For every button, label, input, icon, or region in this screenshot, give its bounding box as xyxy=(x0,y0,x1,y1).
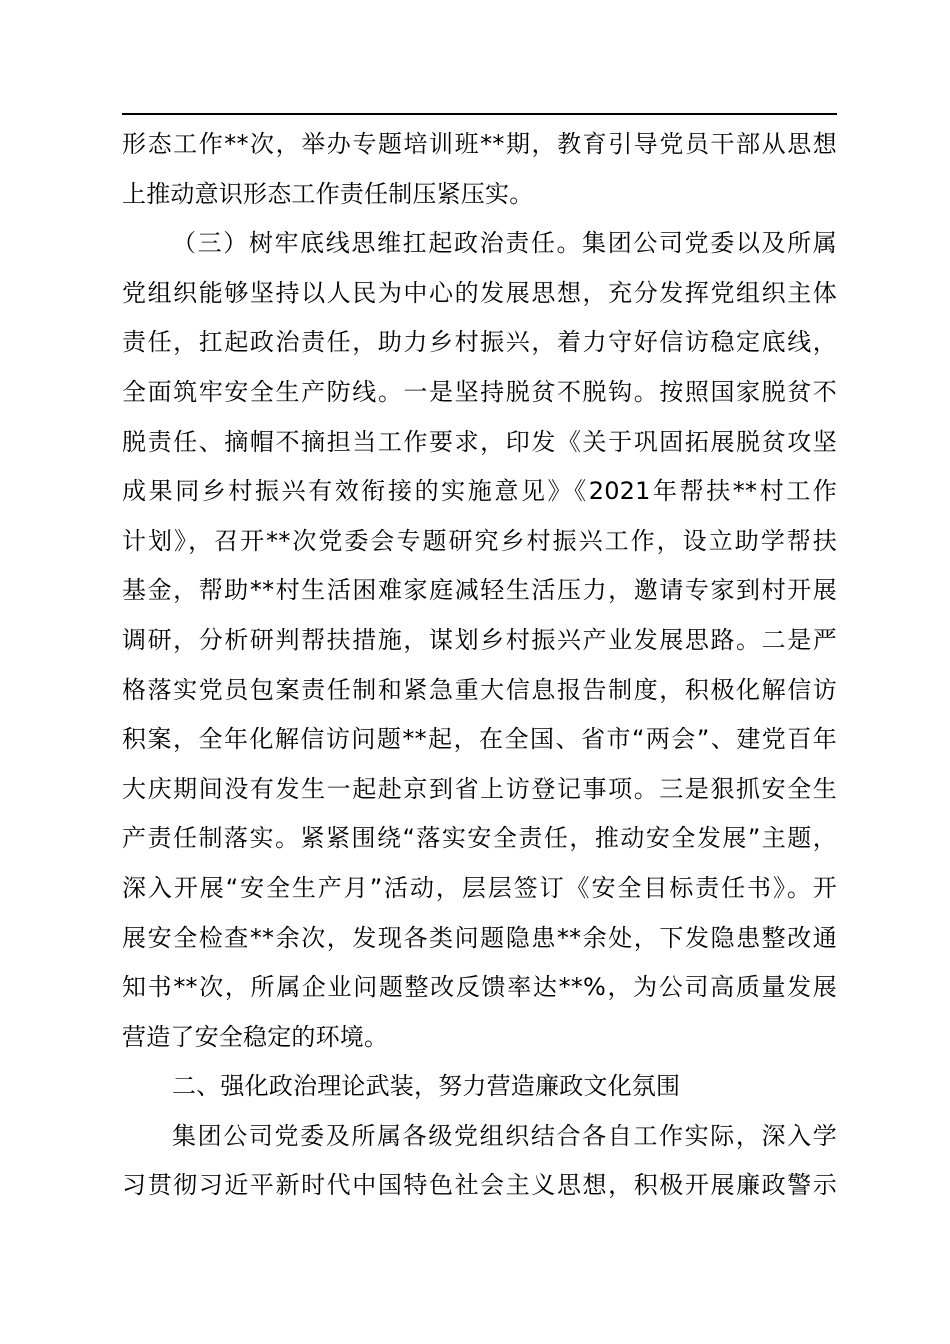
text-line: （三）树牢底线思维扛起政治责任。集团公司党委以及所属 xyxy=(172,229,837,258)
text-line: 基金，帮助**村生活困难家庭减轻生活压力，邀请专家到村开展 xyxy=(122,576,837,605)
text-line: 格落实党员包案责任制和紧急重大信息报告制度，积极化解信访 xyxy=(122,675,837,704)
text-line: 成果同乡村振兴有效衔接的实施意见》《2021年帮扶**村工作 xyxy=(122,477,837,506)
header-rule xyxy=(122,113,837,115)
text-line: 调研，分析研判帮扶措施，谋划乡村振兴产业发展思路。二是严 xyxy=(122,625,837,654)
text-line: 深入开展“安全生产月”活动，层层签订《安全目标责任书》。开 xyxy=(122,873,837,902)
text-line: 全面筑牢安全生产防线。一是坚持脱贫不脱钩。按照国家脱贫不 xyxy=(122,377,837,406)
section-heading: 二、强化政治理论武装，努力营造廉政文化氛围 xyxy=(172,1072,681,1101)
text-line: 知书**次，所属企业问题整改反馈率达**%，为公司高质量发展 xyxy=(122,973,837,1002)
text-line: 营造了安全稳定的环境。 xyxy=(122,1022,389,1051)
text-line: 党组织能够坚持以人民为中心的发展思想，充分发挥党组织主体 xyxy=(122,278,837,307)
text-line: 大庆期间没有发生一起赴京到省上访登记事项。三是狠抓安全生 xyxy=(122,774,837,803)
text-line: 积案，全年化解信访问题**起，在全国、省市“两会”、建党百年 xyxy=(122,725,837,754)
text-line: 计划》，召开**次党委会专题研究乡村振兴工作，设立助学帮扶 xyxy=(122,526,837,555)
text-line: 责任，扛起政治责任，助力乡村振兴，着力守好信访稳定底线， xyxy=(122,328,837,357)
text-line: 上推动意识形态工作责任制压紧压实。 xyxy=(122,179,534,208)
text-line: 展安全检查**余次，发现各类问题隐患**余处，下发隐患整改通 xyxy=(122,923,837,952)
text-line: 脱责任、摘帽不摘担当工作要求，印发《关于巩固拓展脱贫攻坚 xyxy=(122,427,837,456)
text-line: 产责任制落实。紧紧围绕“落实安全责任，推动安全发展”主题， xyxy=(122,824,837,853)
document-body xyxy=(122,120,837,1211)
text-line: 习贯彻习近平新时代中国特色社会主义思想，积极开展廉政警示 xyxy=(122,1171,837,1200)
text-line: 形态工作**次，举办专题培训班**期，教育引导党员干部从思想 xyxy=(122,130,837,158)
text-line: 集团公司党委及所属各级党组织结合各自工作实际，深入学 xyxy=(172,1121,837,1150)
